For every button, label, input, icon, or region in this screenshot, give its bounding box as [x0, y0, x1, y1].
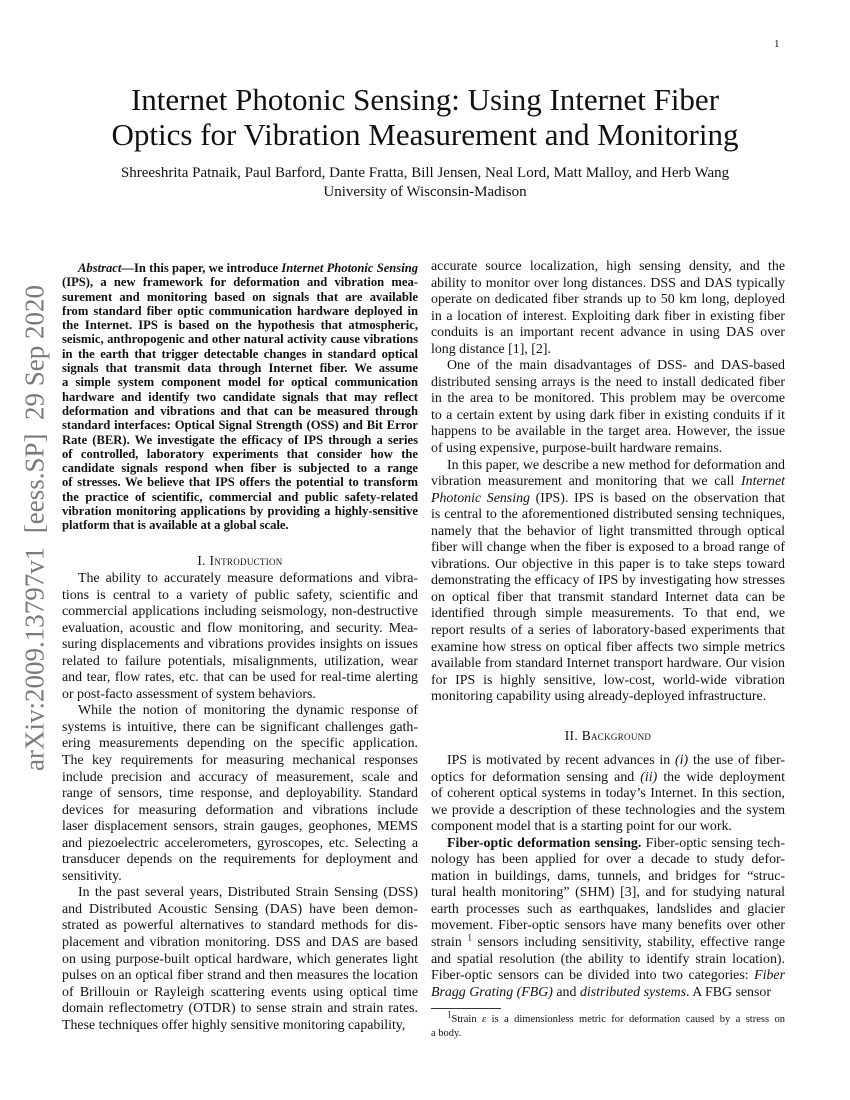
text-span: Rate (BER). We investigate the efficacy of IPS through a series — [62, 432, 418, 447]
text-line — [431, 358, 785, 375]
footnote — [431, 1009, 785, 1040]
paragraph — [431, 836, 785, 1001]
text-line — [62, 390, 418, 404]
text-span: surement and monitoring based on signals that are available — [62, 289, 418, 304]
text-span: earth processes such as earthquakes, landslides and glacier — [431, 901, 785, 917]
paragraph — [62, 703, 418, 885]
text-span: laser displacement sensors, strain gauges, geophones, MEMS — [62, 819, 418, 835]
text-span: Fiber-optic sensors can be divided into two categories: — [431, 968, 755, 984]
text-span: Fiber — [754, 968, 785, 984]
paragraph — [431, 753, 785, 836]
text-line — [62, 304, 418, 318]
text-line — [62, 703, 418, 720]
text-span: hardware and identify two candidate signals that may reflect — [62, 389, 418, 404]
text-line — [62, 404, 418, 418]
text-span: (IPS). IPS is based on the observation that — [529, 490, 786, 506]
text-span: of stresses. We believe that IPS offers the potential to transform — [62, 475, 418, 490]
text-line — [431, 441, 785, 458]
text-line — [431, 869, 785, 886]
text-span: deformation and vibrations and that can be measured through — [62, 403, 418, 418]
text-line — [62, 869, 418, 886]
text-line — [62, 786, 418, 803]
footnote-marker: 1 — [467, 932, 472, 943]
text-span: examine how stress on optical fiber affects two simple metrics — [431, 639, 785, 655]
text-line — [431, 474, 785, 491]
text-span: component model that is a starting point for our work. — [431, 819, 732, 835]
text-line — [62, 968, 418, 985]
introduction-text — [62, 571, 418, 1034]
text-line — [431, 640, 785, 657]
text-span: long distance [1], [2]. — [431, 341, 551, 357]
text-line — [431, 932, 785, 952]
text-span: Abstract— — [78, 261, 134, 275]
text-span: of Brillouin or Rayleigh scattering events using optical time — [62, 984, 418, 1000]
text-line — [431, 836, 785, 853]
author-block — [0, 164, 850, 202]
text-span: the Internet. IPS is based on the hypothesis that atmospheric, — [62, 318, 418, 333]
page-number: 1 — [774, 38, 780, 50]
text-line — [62, 433, 418, 447]
text-span: In the past several years, Distributed Strain Sensing (DSS) — [78, 885, 418, 901]
text-span: to a certain extent by using dark fiber in existing conduits if it — [431, 407, 785, 423]
text-span: available from standard Internet transport hardware. Our vision — [431, 656, 785, 672]
text-span: transducer depends on the requirements for deployment and — [62, 852, 418, 868]
background-text — [431, 753, 785, 1001]
text-span: in the earth that trigger detectable changes in standard optical — [62, 346, 418, 361]
text-span: the practice of scientific, commercial and public safety-related — [62, 489, 418, 504]
text-span: mation in buildings, dams, tunnels, and bridges for “struc- — [431, 868, 785, 884]
text-span: commercial applications including seismology, non-destructive — [62, 604, 418, 620]
text-line — [431, 540, 785, 557]
text-line — [431, 606, 785, 623]
text-line — [431, 819, 785, 836]
text-span: tural health monitoring” (SHM) [3], and for studying natural — [431, 885, 785, 901]
text-line — [62, 518, 418, 532]
title-line: Internet Photonic Sensing: Using Internet Fiber — [130, 82, 720, 117]
text-line — [62, 621, 418, 638]
text-line — [431, 391, 785, 408]
text-span: signals that transmit data through Internet fiber. We assume — [62, 361, 418, 376]
text-span: sensors including sensitivity, stability, effective range — [471, 935, 785, 951]
text-line — [431, 507, 785, 524]
text-line — [62, 571, 418, 588]
text-span: candidate signals respond when fiber is subjected to a range — [62, 461, 418, 476]
arxiv-identifier: arXiv:2009.13797v1 [eess.SP] 29 Sep 2020 — [19, 285, 50, 771]
text-span: on using purpose-built optical hardware, which generates light — [62, 951, 418, 967]
text-line — [62, 361, 418, 375]
text-span: In this paper, we introduce — [133, 261, 282, 275]
text-line — [431, 292, 785, 309]
text-line — [62, 736, 418, 753]
text-span: Internet Photonic Sensing — [281, 261, 418, 275]
text-span: vibration measurement and monitoring that we call — [431, 474, 742, 490]
text-span: ε — [482, 1014, 487, 1025]
text-span: for IPS is highly sensitive, low-cost, world-wide vibration — [431, 672, 785, 688]
text-span: demonstrating the efficacy of IPS by investigating how stresses — [431, 573, 785, 589]
text-span: and — [552, 984, 580, 1000]
text-span: vibrations. Our objective in this paper is to take steps toward — [431, 556, 785, 572]
text-line — [62, 952, 418, 969]
text-line — [431, 673, 785, 690]
text-line — [62, 935, 418, 952]
text-line — [62, 318, 418, 332]
text-span: pulses on an optical fiber strand and then measures the location — [62, 968, 418, 984]
text-span: domain reflectometry (OTDR) to sense strain and strain rates. — [62, 1001, 418, 1017]
text-line — [431, 786, 785, 803]
text-line — [62, 1018, 418, 1035]
text-line — [431, 458, 785, 475]
text-span: Photonic Sensing — [431, 490, 530, 506]
text-span: the wide deployment — [657, 769, 785, 785]
paragraph — [431, 259, 785, 358]
text-span: in the area to be monitored. This problem may be overcome — [431, 391, 785, 407]
text-span: include precision and accuracy of measurement, scale and — [62, 769, 418, 785]
text-span: suring displacements and vibrations provides insights on issues — [62, 637, 418, 653]
text-span: Strain — [451, 1014, 483, 1025]
text-span: accurate source localization, high sensing density, and the — [431, 259, 785, 274]
text-span: of using expensive, purpose-built hardware remains. — [431, 441, 723, 457]
text-line — [62, 475, 418, 489]
text-line — [62, 375, 418, 389]
text-line — [62, 720, 418, 737]
paragraph — [62, 571, 418, 703]
text-span: These techniques offer highly sensitive monitoring capability, — [62, 1017, 406, 1033]
paper-title — [0, 82, 850, 152]
text-span: strain — [431, 935, 468, 951]
text-line — [431, 557, 785, 574]
text-line — [431, 1027, 785, 1041]
text-span: operate on dedicated fiber strands up to 50 km long, deployed — [431, 292, 785, 308]
text-line — [62, 918, 418, 935]
text-line — [431, 1009, 785, 1027]
text-span: systems is intuitive, there can be significant challenges gath- — [62, 719, 418, 735]
paragraph — [431, 458, 785, 706]
text-span: of controlled, laboratory experiments that consider how the — [62, 446, 418, 461]
text-line — [62, 604, 418, 621]
text-line — [431, 491, 785, 508]
text-line — [431, 968, 785, 985]
paragraph — [431, 1009, 785, 1040]
text-span: The ability to accurately measure deformations and vibra- — [78, 571, 418, 586]
text-line — [62, 985, 418, 1002]
text-line — [62, 347, 418, 361]
text-line — [431, 902, 785, 919]
text-line — [62, 447, 418, 461]
text-span: is a dimensionless metric for deformation caused by a stress on — [486, 1014, 785, 1025]
text-span: in a location of interest. Exploiting dark fiber in existing fiber — [431, 308, 785, 324]
text-line — [431, 342, 785, 359]
text-line — [62, 637, 418, 654]
text-span: Fiber-optic deformation sensing. — [447, 835, 642, 851]
text-line — [431, 590, 785, 607]
text-span: placement and vibration monitoring. DSS and DAS are based — [62, 935, 418, 951]
text-line — [62, 504, 418, 518]
text-span: a simple system component model for optical communication — [62, 375, 418, 390]
text-span: While the notion of monitoring the dynamic response of — [78, 703, 418, 719]
text-span: conduits is an important recent advance in using DAS over — [431, 325, 785, 341]
text-line — [431, 689, 785, 706]
text-line — [62, 490, 418, 504]
text-span: (ii) — [640, 769, 658, 785]
text-line — [62, 753, 418, 770]
text-span: report results of a series of laboratory-based experiments that — [431, 623, 785, 639]
text-line — [62, 803, 418, 820]
text-span: happens to be available in the target area. However, the issue — [431, 424, 785, 440]
text-span: on optical fiber that transmit standard Internet data can be — [431, 589, 785, 605]
text-span: platform that is available at a global scale. — [62, 518, 289, 533]
text-line — [431, 309, 785, 326]
text-line — [431, 623, 785, 640]
text-line — [62, 261, 418, 275]
affiliation: University of Wisconsin-Madison — [323, 184, 527, 200]
text-line — [431, 852, 785, 869]
text-span: and piezoelectric accelerometers, gyroscopes, etc. Selecting a — [62, 835, 418, 851]
text-line — [431, 656, 785, 673]
text-line — [62, 654, 418, 671]
text-span: Bragg Grating (FBG) — [431, 984, 553, 1000]
text-line — [62, 852, 418, 869]
text-line — [431, 276, 785, 293]
paragraph — [62, 885, 418, 1034]
text-span: monitoring capability using already-deployed infrastructure. — [431, 689, 767, 705]
text-span: fiber will change when the fiber is exposed to a broad range of — [431, 540, 785, 556]
text-span: distributed systems — [579, 984, 687, 1000]
section-heading-background: II. Background — [564, 728, 652, 743]
text-span: or post-facto assessment of system behaviors. — [62, 686, 316, 702]
text-line — [62, 819, 418, 836]
text-span: sensitivity. — [62, 868, 122, 884]
text-span: and Distributed Acoustic Sensing (DAS) have been demon- — [62, 901, 418, 917]
text-line — [62, 588, 418, 605]
text-span: and tear, flow rates, etc. that can be used for real-time alerting — [62, 670, 418, 686]
text-span: One of the main disadvantages of DSS- and DAS-based — [447, 358, 785, 374]
text-line — [62, 1001, 418, 1018]
text-span: ering measurements depending on the specific application. — [62, 736, 418, 752]
text-span: (IPS), a new framework for deformation and vibration mea- — [62, 275, 418, 290]
text-line — [62, 418, 418, 432]
title-line: Optics for Vibration Measurement and Monitoring — [111, 117, 739, 152]
text-line — [431, 573, 785, 590]
text-line — [431, 918, 785, 935]
text-span: standard interfaces: Optical Signal Strength (OSS) and Bit Error — [62, 418, 418, 433]
section-heading-introduction: I. Introduction — [197, 553, 283, 568]
text-line — [431, 753, 785, 770]
text-span: seismic, anthropogenic and other natural activity cause vibrations — [62, 332, 418, 347]
text-line — [431, 524, 785, 541]
text-line — [62, 687, 418, 704]
text-line — [431, 325, 785, 342]
text-span: IPS is motivated by recent advances in — [447, 753, 676, 768]
footnote-rule — [431, 1008, 501, 1009]
authors: Shreeshrita Patnaik, Paul Barford, Dante Fratta, Bill Jensen, Neal Lord, Matt Malloy, and Herb Wang — [120, 165, 730, 181]
text-span: optics for deformation sensing and — [431, 769, 641, 785]
text-span: evaluation, acoustic and flow monitoring, and security. Mea- — [62, 620, 418, 636]
introduction-text-continued — [431, 259, 785, 706]
text-span: related to failure potentials, misalignments, utilization, wear — [62, 653, 418, 669]
text-line — [62, 670, 418, 687]
text-line — [62, 332, 418, 346]
text-line — [62, 770, 418, 787]
text-span: Fiber-optic sensing tech- — [641, 835, 786, 851]
text-span: the use of fiber- — [688, 753, 785, 768]
text-line — [431, 770, 785, 787]
text-line — [431, 375, 785, 392]
paragraph — [62, 261, 418, 533]
text-line — [431, 985, 785, 1002]
text-span: . A FBG sensor — [686, 984, 771, 1000]
text-span: we provide a description of these technologies and the system — [431, 802, 785, 818]
text-line — [62, 290, 418, 304]
text-span: range of sensors, time response, and deployability. Standard — [62, 786, 418, 802]
text-span: The key requirements for measuring mechanical responses — [62, 753, 418, 769]
text-span: from standard fiber optic communication hardware deployed in — [62, 303, 418, 318]
text-span: tions is central to a variety of public safety, scientific and — [62, 587, 418, 603]
text-line — [431, 408, 785, 425]
text-line — [431, 424, 785, 441]
text-line — [431, 885, 785, 902]
text-span: namely that the behavior of light transmitted through optical — [431, 523, 785, 539]
text-span: strated as powerful alternatives to standard methods for dis- — [62, 918, 418, 934]
paragraph — [431, 358, 785, 457]
text-line — [62, 275, 418, 289]
text-span: of coherent optical systems in today’s Internet. In this section, — [431, 786, 785, 802]
text-span: (i) — [675, 753, 689, 768]
text-span: ability to monitor over long distances. DSS and DAS typically — [431, 275, 785, 291]
text-span: and spatial resolution (the ability to identify strain location). — [431, 951, 785, 967]
text-line — [431, 259, 785, 276]
text-span: vibration monitoring applications by providing a highly-sensitive — [62, 504, 418, 519]
text-span: nology has been applied for over a decade to study defor- — [431, 852, 785, 868]
text-line — [431, 803, 785, 820]
text-span: identified through simple measurements. To that end, we — [431, 606, 785, 622]
text-span: distributed sensing arrays is the need to install dedicated fiber — [431, 374, 785, 390]
text-span: Internet — [741, 474, 785, 490]
abstract — [62, 261, 418, 533]
text-span: In this paper, we describe a new method for deformation and — [447, 457, 785, 473]
text-line — [62, 902, 418, 919]
text-span: devices for measuring deformation and vibrations include — [62, 802, 418, 818]
footnote-marker: 1 — [447, 1009, 452, 1020]
text-line — [431, 952, 785, 969]
text-span: is central to the aforementioned distributed sensing techniques, — [431, 507, 785, 523]
text-line — [62, 461, 418, 475]
text-span: movement. Fiber-optic sensors have many benefits over other — [431, 918, 785, 934]
text-span: a body. — [431, 1027, 462, 1039]
text-line — [62, 836, 418, 853]
text-line — [62, 885, 418, 902]
